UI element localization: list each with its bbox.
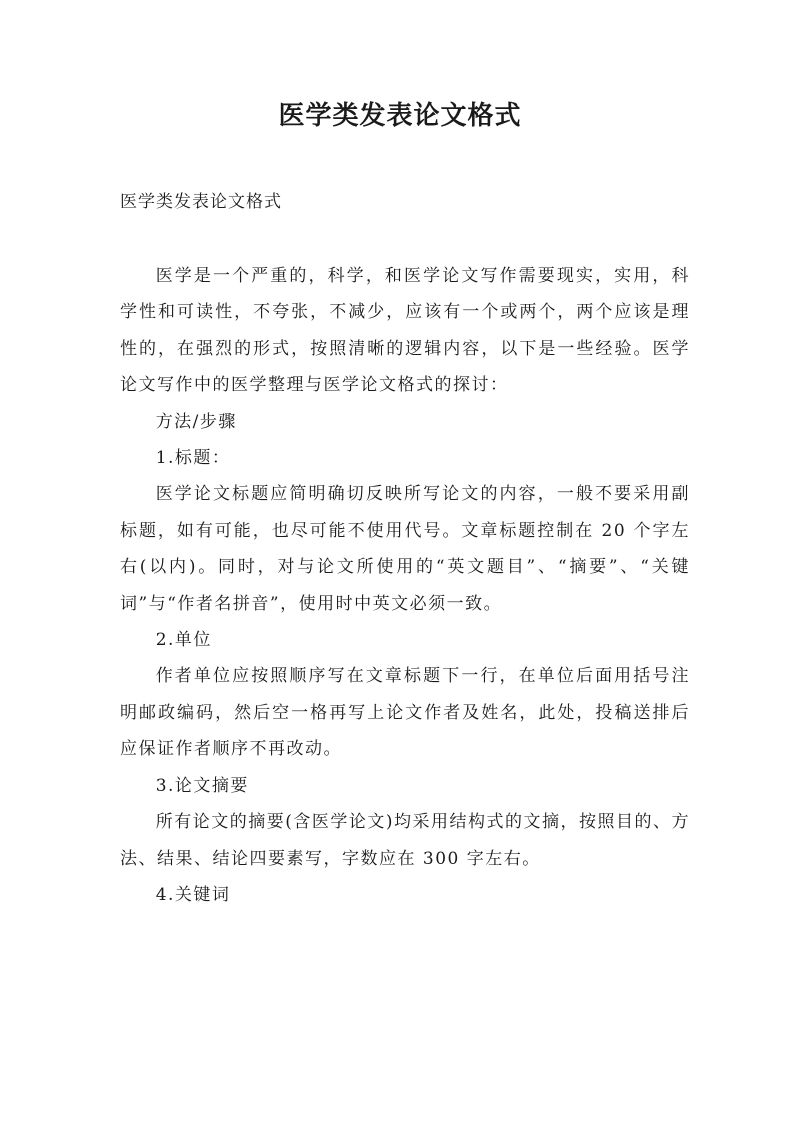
- section-heading-keywords: 4.关键词: [155, 884, 231, 905]
- paragraph-method-heading: 方法/步骤: [155, 411, 237, 432]
- paragraph-affiliation-rules: 作者单位应按照顺序写在文章标题下一行，在单位后面用括号注明邮政编码，然后空一格再写上论文作者及姓名，此处，投稿送排后应保证作者顺序不再改动。: [120, 666, 690, 760]
- paragraph-abstract-rules: 所有论文的摘要(含医学论文)均采用结构式的文摘，按照目的、方法、结果、结论四要素写，字数应在 300 字左右。: [120, 812, 690, 869]
- paragraph-intro: 医学是一个严重的，科学，和医学论文写作需要现实，实用，科学性和可读性，不夸张，不减少，应该有一个或两个，两个应该是理性的，在强烈的形式，按照清晰的逻辑内容，以下是一些经验。医学论文写作中的医学整理与医学论文格式的探讨：: [120, 266, 690, 396]
- section-heading-title: 1.标题：: [155, 448, 231, 469]
- section-heading-affiliation: 2.单位: [155, 630, 212, 651]
- page-title: 医学类发表论文格式: [278, 101, 522, 131]
- section-heading-abstract: 3.论文摘要: [155, 775, 249, 796]
- document-body: [120, 258, 690, 913]
- paragraph-title-rules: 医学论文标题应简明确切反映所写论文的内容，一般不要采用副标题，如有可能，也尽可能不使用代号。文章标题控制在 20 个字左右(以内)。同时，对与论文所使用的“英文题目”、“摘要”、“关键词”与“作者名拼音”，使用时中英文必须一致。: [120, 484, 690, 614]
- document-subtitle: 医学类发表论文格式: [120, 192, 282, 212]
